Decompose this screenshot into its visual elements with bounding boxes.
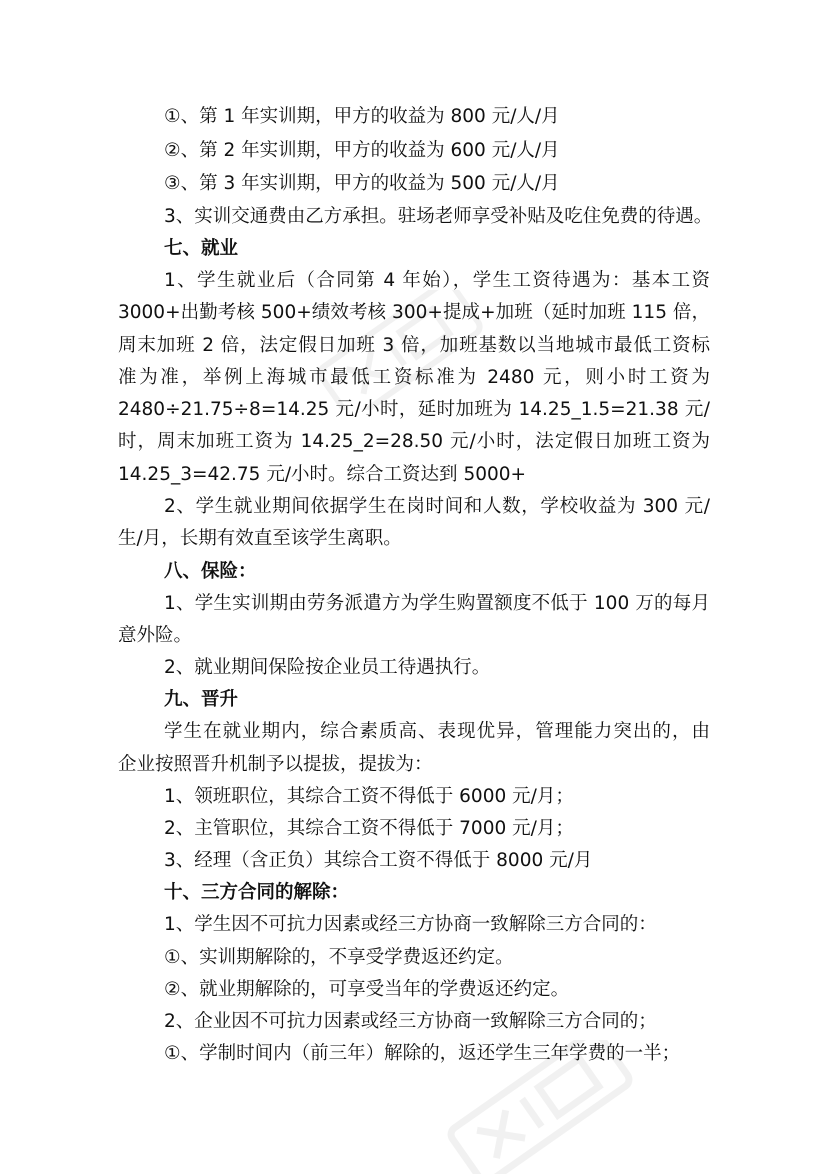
text-line: 3、经理（含正负）其综合工资不得低于 8000 元/月 [164, 850, 593, 871]
text-line: 意外险。 [118, 625, 193, 646]
text-line: 3、实训交通费由乙方承担。驻场老师享受补贴及吃住免费的待遇。 [164, 206, 713, 227]
text-line: 时，周末加班工资为 14.25_2=28.50 元/小时，法定假日加班工资为 [118, 431, 710, 452]
text-line: ②、就业期解除的，可享受当年的学费返还约定。 [164, 979, 570, 1000]
text-line: ①、学制时间内（前三年）解除的，返还学生三年学费的一半； [164, 1043, 681, 1064]
text-line: 1、学生就业后（合同第 4 年始），学生工资待遇为：基本工资 [164, 270, 710, 291]
text-line: 14.25_3=42.75 元/小时。综合工资达到 5000+ [118, 464, 527, 485]
text-line: ②、第 2 年实训期，甲方的收益为 600 元/人/月 [164, 140, 560, 161]
text-line: 周末加班 2 倍，法定假日加班 3 倍，加班基数以当地城市最低工资标 [118, 335, 710, 356]
text-line: 学生在就业期内，综合素质高、表现优异，管理能力突出的，由 [164, 721, 710, 742]
text-line: ①、实训期解除的，不享受学费返还约定。 [164, 947, 514, 968]
text-line: ③、第 3 年实训期，甲方的收益为 500 元/人/月 [164, 173, 560, 194]
text-line: 1、领班职位，其综合工资不得低于 6000 元/月； [164, 786, 574, 807]
text-line: 2、企业因不可抗力因素或经三方协商一致解除三方合同的； [164, 1011, 657, 1032]
text-line: 生/月，长期有效直至该学生离职。 [118, 528, 402, 549]
text-line: 3000+出勤考核 500+绩效考核 300+提成+加班（延时加班 115 倍， [118, 302, 710, 323]
text-line: 1、学生因不可抗力因素或经三方协商一致解除三方合同的： [164, 914, 657, 935]
text-line: 1、学生实训期由劳务派遣方为学生购置额度不低于 100 万的每月 [164, 593, 710, 614]
section-heading: 九、晋升 [164, 689, 239, 710]
section-heading: 八、保险： [164, 561, 257, 582]
text-line: 2、学生就业期间依据学生在岗时间和人数，学校收益为 300 元/ [164, 496, 710, 517]
text-line: ①、第 1 年实训期，甲方的收益为 800 元/人/月 [164, 106, 560, 127]
section-heading: 十、三方合同的解除： [164, 882, 350, 903]
text-line: 企业按照晋升机制予以提拔，提拔为： [118, 754, 433, 775]
text-line: 2、主管职位，其综合工资不得低于 7000 元/月； [164, 818, 574, 839]
text-line: 2480÷21.75÷8=14.25 元/小时，延时加班为 14.25_1.5=21.38 元/ [118, 399, 710, 420]
text-line: 2、就业期间保险按企业员工待遇执行。 [164, 657, 491, 678]
text-line: 准为准，举例上海城市最低工资标准为 2480 元，则小时工资为 [118, 367, 710, 388]
section-heading: 七、就业 [164, 238, 239, 259]
